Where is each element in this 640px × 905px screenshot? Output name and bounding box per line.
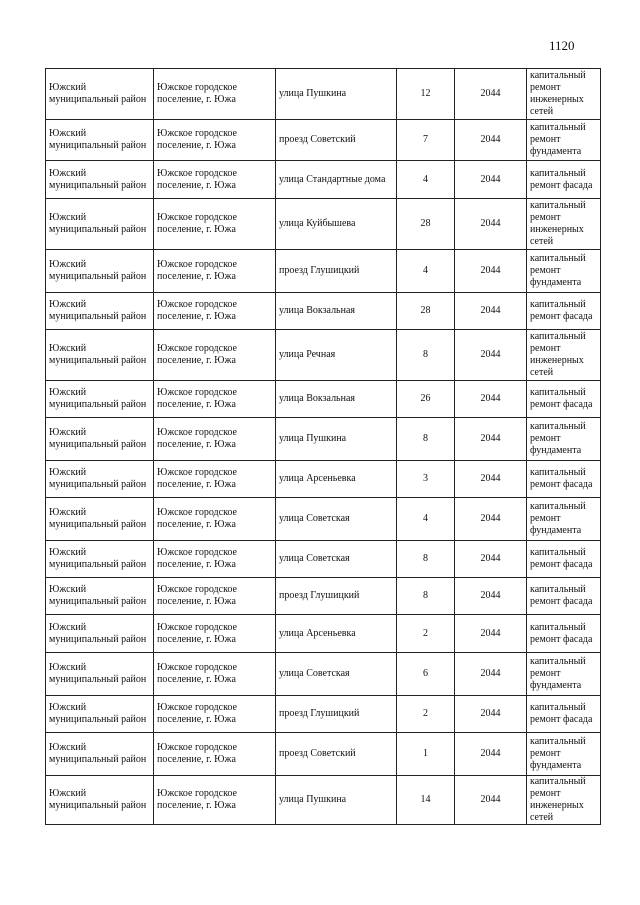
street-cell: улица Пушкина — [276, 776, 397, 825]
street-cell: улица Советская — [276, 541, 397, 578]
table-row — [46, 161, 601, 199]
settlement-cell: Южское городское поселение, г. Южа — [154, 418, 276, 461]
district-cell: Южский муниципальный район — [46, 161, 154, 199]
table-row — [46, 461, 601, 498]
work-type-cell: капитальный ремонт фундамента — [527, 418, 601, 461]
settlement-cell: Южское городское поселение, г. Южа — [154, 199, 276, 250]
street-cell: проезд Советский — [276, 120, 397, 161]
street-cell: проезд Глушицкий — [276, 250, 397, 293]
district-cell: Южский муниципальный район — [46, 578, 154, 615]
house-number-cell: 7 — [397, 120, 455, 161]
table-row — [46, 653, 601, 696]
settlement-cell: Южское городское поселение, г. Южа — [154, 776, 276, 825]
housing-repair-table — [45, 68, 601, 825]
house-number-cell: 8 — [397, 330, 455, 381]
settlement-cell: Южское городское поселение, г. Южа — [154, 330, 276, 381]
street-cell: улица Стандартные дома — [276, 161, 397, 199]
work-type-cell: капитальный ремонт фундамента — [527, 498, 601, 541]
settlement-cell: Южское городское поселение, г. Южа — [154, 161, 276, 199]
work-type-cell: капитальный ремонт фундамента — [527, 120, 601, 161]
repair-year-cell: 2044 — [455, 199, 527, 250]
table-row — [46, 733, 601, 776]
district-cell: Южский муниципальный район — [46, 250, 154, 293]
district-cell: Южский муниципальный район — [46, 293, 154, 330]
settlement-cell: Южское городское поселение, г. Южа — [154, 541, 276, 578]
house-number-cell: 3 — [397, 461, 455, 498]
repair-year-cell: 2044 — [455, 578, 527, 615]
work-type-cell: капитальный ремонт инженерных сетей — [527, 69, 601, 120]
work-type-cell: капитальный ремонт фундамента — [527, 733, 601, 776]
table-row — [46, 578, 601, 615]
repair-year-cell: 2044 — [455, 776, 527, 825]
house-number-cell: 12 — [397, 69, 455, 120]
house-number-cell: 26 — [397, 381, 455, 418]
table-row — [46, 418, 601, 461]
district-cell: Южский муниципальный район — [46, 461, 154, 498]
table-row — [46, 498, 601, 541]
street-cell: улица Куйбышева — [276, 199, 397, 250]
repair-year-cell: 2044 — [455, 653, 527, 696]
repair-year-cell: 2044 — [455, 615, 527, 653]
work-type-cell: капитальный ремонт фундамента — [527, 250, 601, 293]
table-row — [46, 541, 601, 578]
repair-year-cell: 2044 — [455, 498, 527, 541]
repair-year-cell: 2044 — [455, 418, 527, 461]
table-row — [46, 120, 601, 161]
house-number-cell: 4 — [397, 498, 455, 541]
repair-year-cell: 2044 — [455, 250, 527, 293]
repair-year-cell: 2044 — [455, 69, 527, 120]
house-number-cell: 8 — [397, 578, 455, 615]
work-type-cell: капитальный ремонт фасада — [527, 578, 601, 615]
street-cell: улица Вокзальная — [276, 381, 397, 418]
house-number-cell: 2 — [397, 696, 455, 733]
district-cell: Южский муниципальный район — [46, 120, 154, 161]
house-number-cell: 14 — [397, 776, 455, 825]
house-number-cell: 8 — [397, 418, 455, 461]
repair-year-cell: 2044 — [455, 293, 527, 330]
settlement-cell: Южское городское поселение, г. Южа — [154, 293, 276, 330]
work-type-cell: капитальный ремонт фасада — [527, 541, 601, 578]
street-cell: проезд Глушицкий — [276, 578, 397, 615]
table-row — [46, 615, 601, 653]
repair-year-cell: 2044 — [455, 733, 527, 776]
table-row — [46, 330, 601, 381]
house-number-cell: 4 — [397, 250, 455, 293]
district-cell: Южский муниципальный район — [46, 199, 154, 250]
settlement-cell: Южское городское поселение, г. Южа — [154, 381, 276, 418]
work-type-cell: капитальный ремонт фасада — [527, 381, 601, 418]
table-row — [46, 381, 601, 418]
work-type-cell: капитальный ремонт фасада — [527, 696, 601, 733]
settlement-cell: Южское городское поселение, г. Южа — [154, 653, 276, 696]
table-row — [46, 199, 601, 250]
settlement-cell: Южское городское поселение, г. Южа — [154, 578, 276, 615]
table-row — [46, 776, 601, 825]
district-cell: Южский муниципальный район — [46, 498, 154, 541]
work-type-cell: капитальный ремонт фасада — [527, 461, 601, 498]
work-type-cell: капитальный ремонт фасада — [527, 293, 601, 330]
settlement-cell: Южское городское поселение, г. Южа — [154, 733, 276, 776]
street-cell: проезд Глушицкий — [276, 696, 397, 733]
district-cell: Южский муниципальный район — [46, 330, 154, 381]
house-number-cell: 28 — [397, 293, 455, 330]
work-type-cell: капитальный ремонт фундамента — [527, 653, 601, 696]
district-cell: Южский муниципальный район — [46, 653, 154, 696]
street-cell: улица Арсеньевка — [276, 461, 397, 498]
district-cell: Южский муниципальный район — [46, 776, 154, 825]
table-row — [46, 69, 601, 120]
street-cell: улица Речная — [276, 330, 397, 381]
table-row — [46, 293, 601, 330]
settlement-cell: Южское городское поселение, г. Южа — [154, 461, 276, 498]
house-number-cell: 1 — [397, 733, 455, 776]
house-number-cell: 8 — [397, 541, 455, 578]
repair-year-cell: 2044 — [455, 381, 527, 418]
district-cell: Южский муниципальный район — [46, 541, 154, 578]
work-type-cell: капитальный ремонт инженерных сетей — [527, 330, 601, 381]
page-number: 1120 — [549, 38, 575, 53]
work-type-cell: капитальный ремонт инженерных сетей — [527, 199, 601, 250]
table-row — [46, 250, 601, 293]
repair-year-cell: 2044 — [455, 541, 527, 578]
work-type-cell: капитальный ремонт фасада — [527, 615, 601, 653]
settlement-cell: Южское городское поселение, г. Южа — [154, 615, 276, 653]
house-number-cell: 2 — [397, 615, 455, 653]
settlement-cell: Южское городское поселение, г. Южа — [154, 120, 276, 161]
settlement-cell: Южское городское поселение, г. Южа — [154, 696, 276, 733]
settlement-cell: Южское городское поселение, г. Южа — [154, 250, 276, 293]
street-cell: улица Вокзальная — [276, 293, 397, 330]
street-cell: улица Арсеньевка — [276, 615, 397, 653]
street-cell: улица Пушкина — [276, 418, 397, 461]
repair-year-cell: 2044 — [455, 696, 527, 733]
house-number-cell: 28 — [397, 199, 455, 250]
district-cell: Южский муниципальный район — [46, 696, 154, 733]
repair-year-cell: 2044 — [455, 120, 527, 161]
district-cell: Южский муниципальный район — [46, 418, 154, 461]
street-cell: улица Пушкина — [276, 69, 397, 120]
repair-year-cell: 2044 — [455, 461, 527, 498]
street-cell: проезд Советский — [276, 733, 397, 776]
table-body — [46, 69, 601, 825]
work-type-cell: капитальный ремонт фасада — [527, 161, 601, 199]
work-type-cell: капитальный ремонт инженерных сетей — [527, 776, 601, 825]
street-cell: улица Советская — [276, 498, 397, 541]
repair-year-cell: 2044 — [455, 330, 527, 381]
district-cell: Южский муниципальный район — [46, 69, 154, 120]
house-number-cell: 6 — [397, 653, 455, 696]
street-cell: улица Советская — [276, 653, 397, 696]
house-number-cell: 4 — [397, 161, 455, 199]
table-row — [46, 696, 601, 733]
district-cell: Южский муниципальный район — [46, 733, 154, 776]
district-cell: Южский муниципальный район — [46, 381, 154, 418]
settlement-cell: Южское городское поселение, г. Южа — [154, 69, 276, 120]
settlement-cell: Южское городское поселение, г. Южа — [154, 498, 276, 541]
repair-year-cell: 2044 — [455, 161, 527, 199]
district-cell: Южский муниципальный район — [46, 615, 154, 653]
